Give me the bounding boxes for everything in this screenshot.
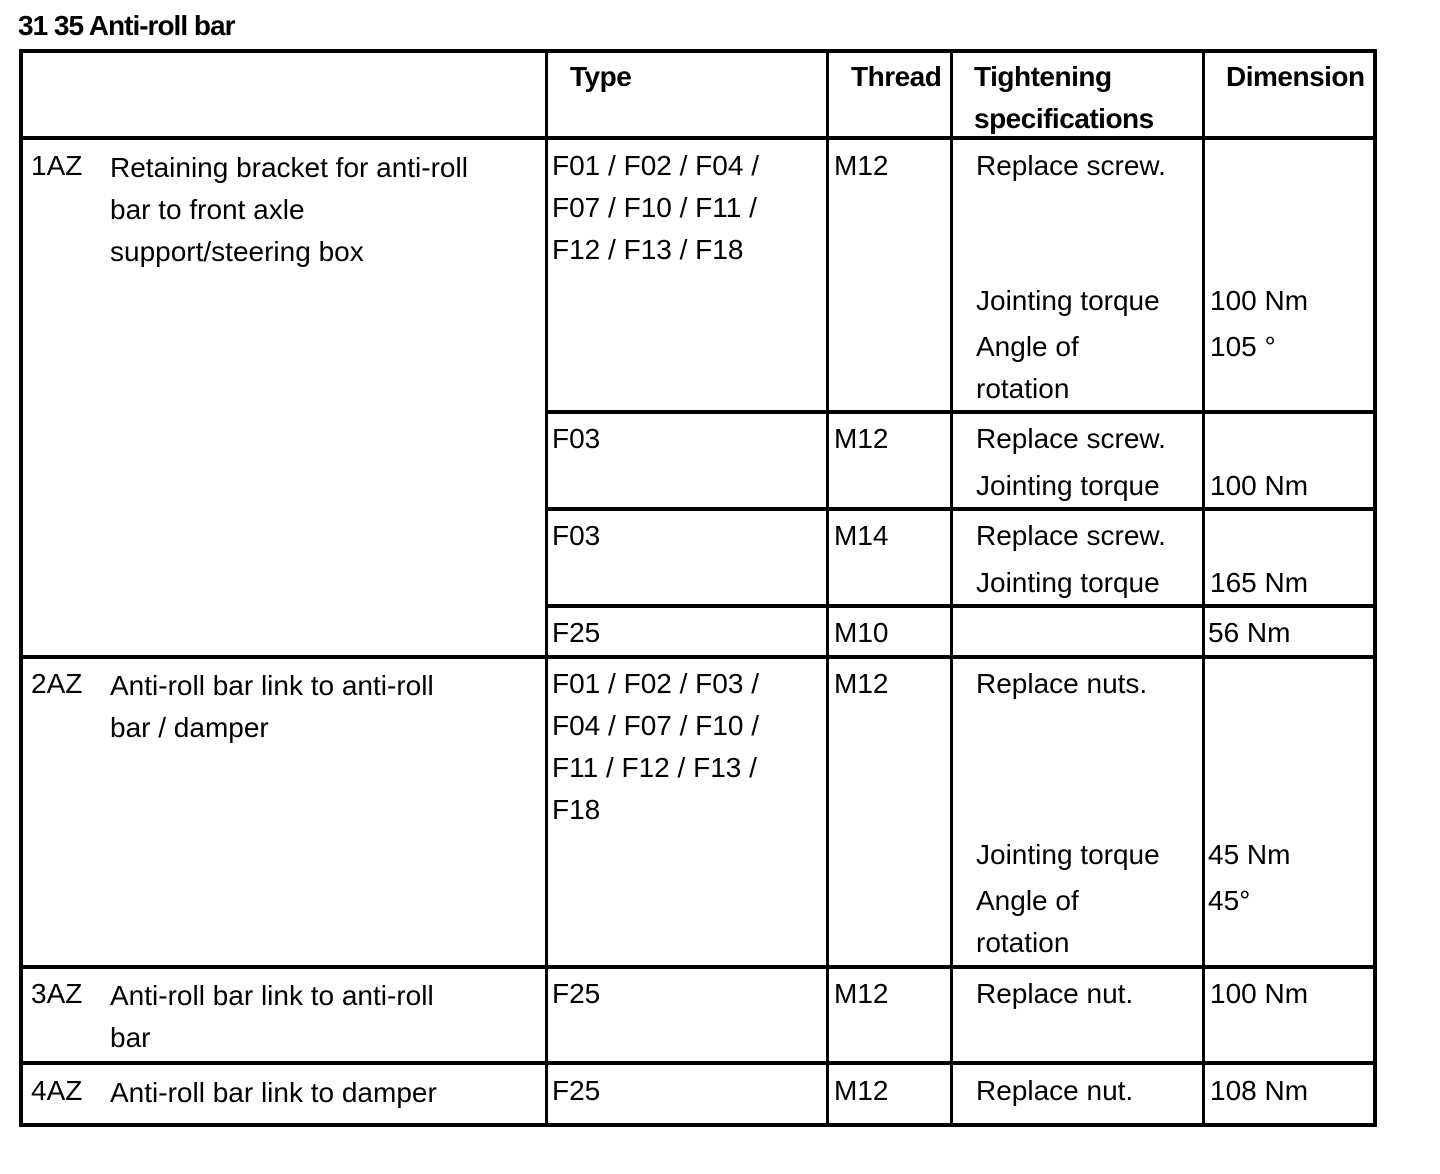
cell-type: F03 bbox=[552, 423, 601, 454]
cell-dimension: 45 Nm bbox=[1208, 839, 1291, 870]
cell-dimension: 56 Nm bbox=[1208, 617, 1291, 648]
cell-dimension: 100 Nm bbox=[1210, 285, 1309, 316]
cell-spec-label: Angle of rotation bbox=[976, 331, 1079, 404]
cell-dimension: 45° bbox=[1208, 885, 1251, 916]
cell-type: F25 bbox=[552, 1075, 601, 1106]
cell-spec-label: Replace nuts. bbox=[976, 668, 1148, 699]
header-dimension: Dimension bbox=[1226, 61, 1365, 92]
cell-dimension: 100 Nm bbox=[1210, 470, 1309, 501]
cell-spec-label: Replace screw. bbox=[976, 150, 1166, 181]
cell-spec-label: Replace screw. bbox=[976, 520, 1166, 551]
row-id: 2AZ bbox=[31, 668, 83, 699]
cell-dimension: 105 ° bbox=[1210, 331, 1276, 362]
cell-spec-label: Jointing torque bbox=[976, 285, 1160, 316]
row-description: Anti-roll bar link to anti-roll bar / damper bbox=[110, 670, 434, 743]
cell-thread: M10 bbox=[834, 617, 889, 648]
cell-spec-label: Jointing torque bbox=[976, 470, 1160, 501]
cell-dimension: 100 Nm bbox=[1210, 978, 1309, 1009]
row-description: Anti-roll bar link to damper bbox=[110, 1077, 437, 1108]
cell-spec-label: Jointing torque bbox=[976, 567, 1160, 598]
cell-thread: M12 bbox=[834, 668, 889, 699]
cell-dimension: 108 Nm bbox=[1210, 1075, 1309, 1106]
cell-type: F01 / F02 / F04 / F07 / F10 / F11 / F12 / F13 / F18 bbox=[552, 150, 759, 265]
cell-spec-label: Replace screw. bbox=[976, 423, 1166, 454]
cell-spec-label: Jointing torque bbox=[976, 839, 1160, 870]
cell-thread: M12 bbox=[834, 1075, 889, 1106]
row-description: Anti-roll bar link to anti-roll bar bbox=[110, 980, 434, 1053]
cell-thread: M14 bbox=[834, 520, 889, 551]
cell-spec-label: Replace nut. bbox=[976, 978, 1134, 1009]
cell-thread: M12 bbox=[834, 423, 889, 454]
row-id: 3AZ bbox=[31, 978, 83, 1009]
header-type: Type bbox=[570, 61, 632, 92]
header-thread: Thread bbox=[851, 61, 942, 92]
row-id: 1AZ bbox=[31, 150, 83, 181]
cell-type: F25 bbox=[552, 978, 601, 1009]
cell-type: F01 / F02 / F03 / F04 / F07 / F10 / F11 / F12 / F13 / F18 bbox=[552, 668, 759, 825]
cell-spec-label: Angle of rotation bbox=[976, 885, 1079, 958]
cell-spec-label: Replace nut. bbox=[976, 1075, 1134, 1106]
row-description: Retaining bracket for anti-roll bar to front axle support/steering box bbox=[110, 152, 468, 267]
cell-dimension: 165 Nm bbox=[1210, 567, 1309, 598]
cell-thread: M12 bbox=[834, 978, 889, 1009]
header-tightening: Tightening specifications bbox=[974, 61, 1154, 134]
cell-type: F03 bbox=[552, 520, 601, 551]
cell-thread: M12 bbox=[834, 150, 889, 181]
page-title: 31 35 Anti-roll bar bbox=[18, 10, 235, 41]
cell-type: F25 bbox=[552, 617, 601, 648]
row-id: 4AZ bbox=[31, 1075, 83, 1106]
